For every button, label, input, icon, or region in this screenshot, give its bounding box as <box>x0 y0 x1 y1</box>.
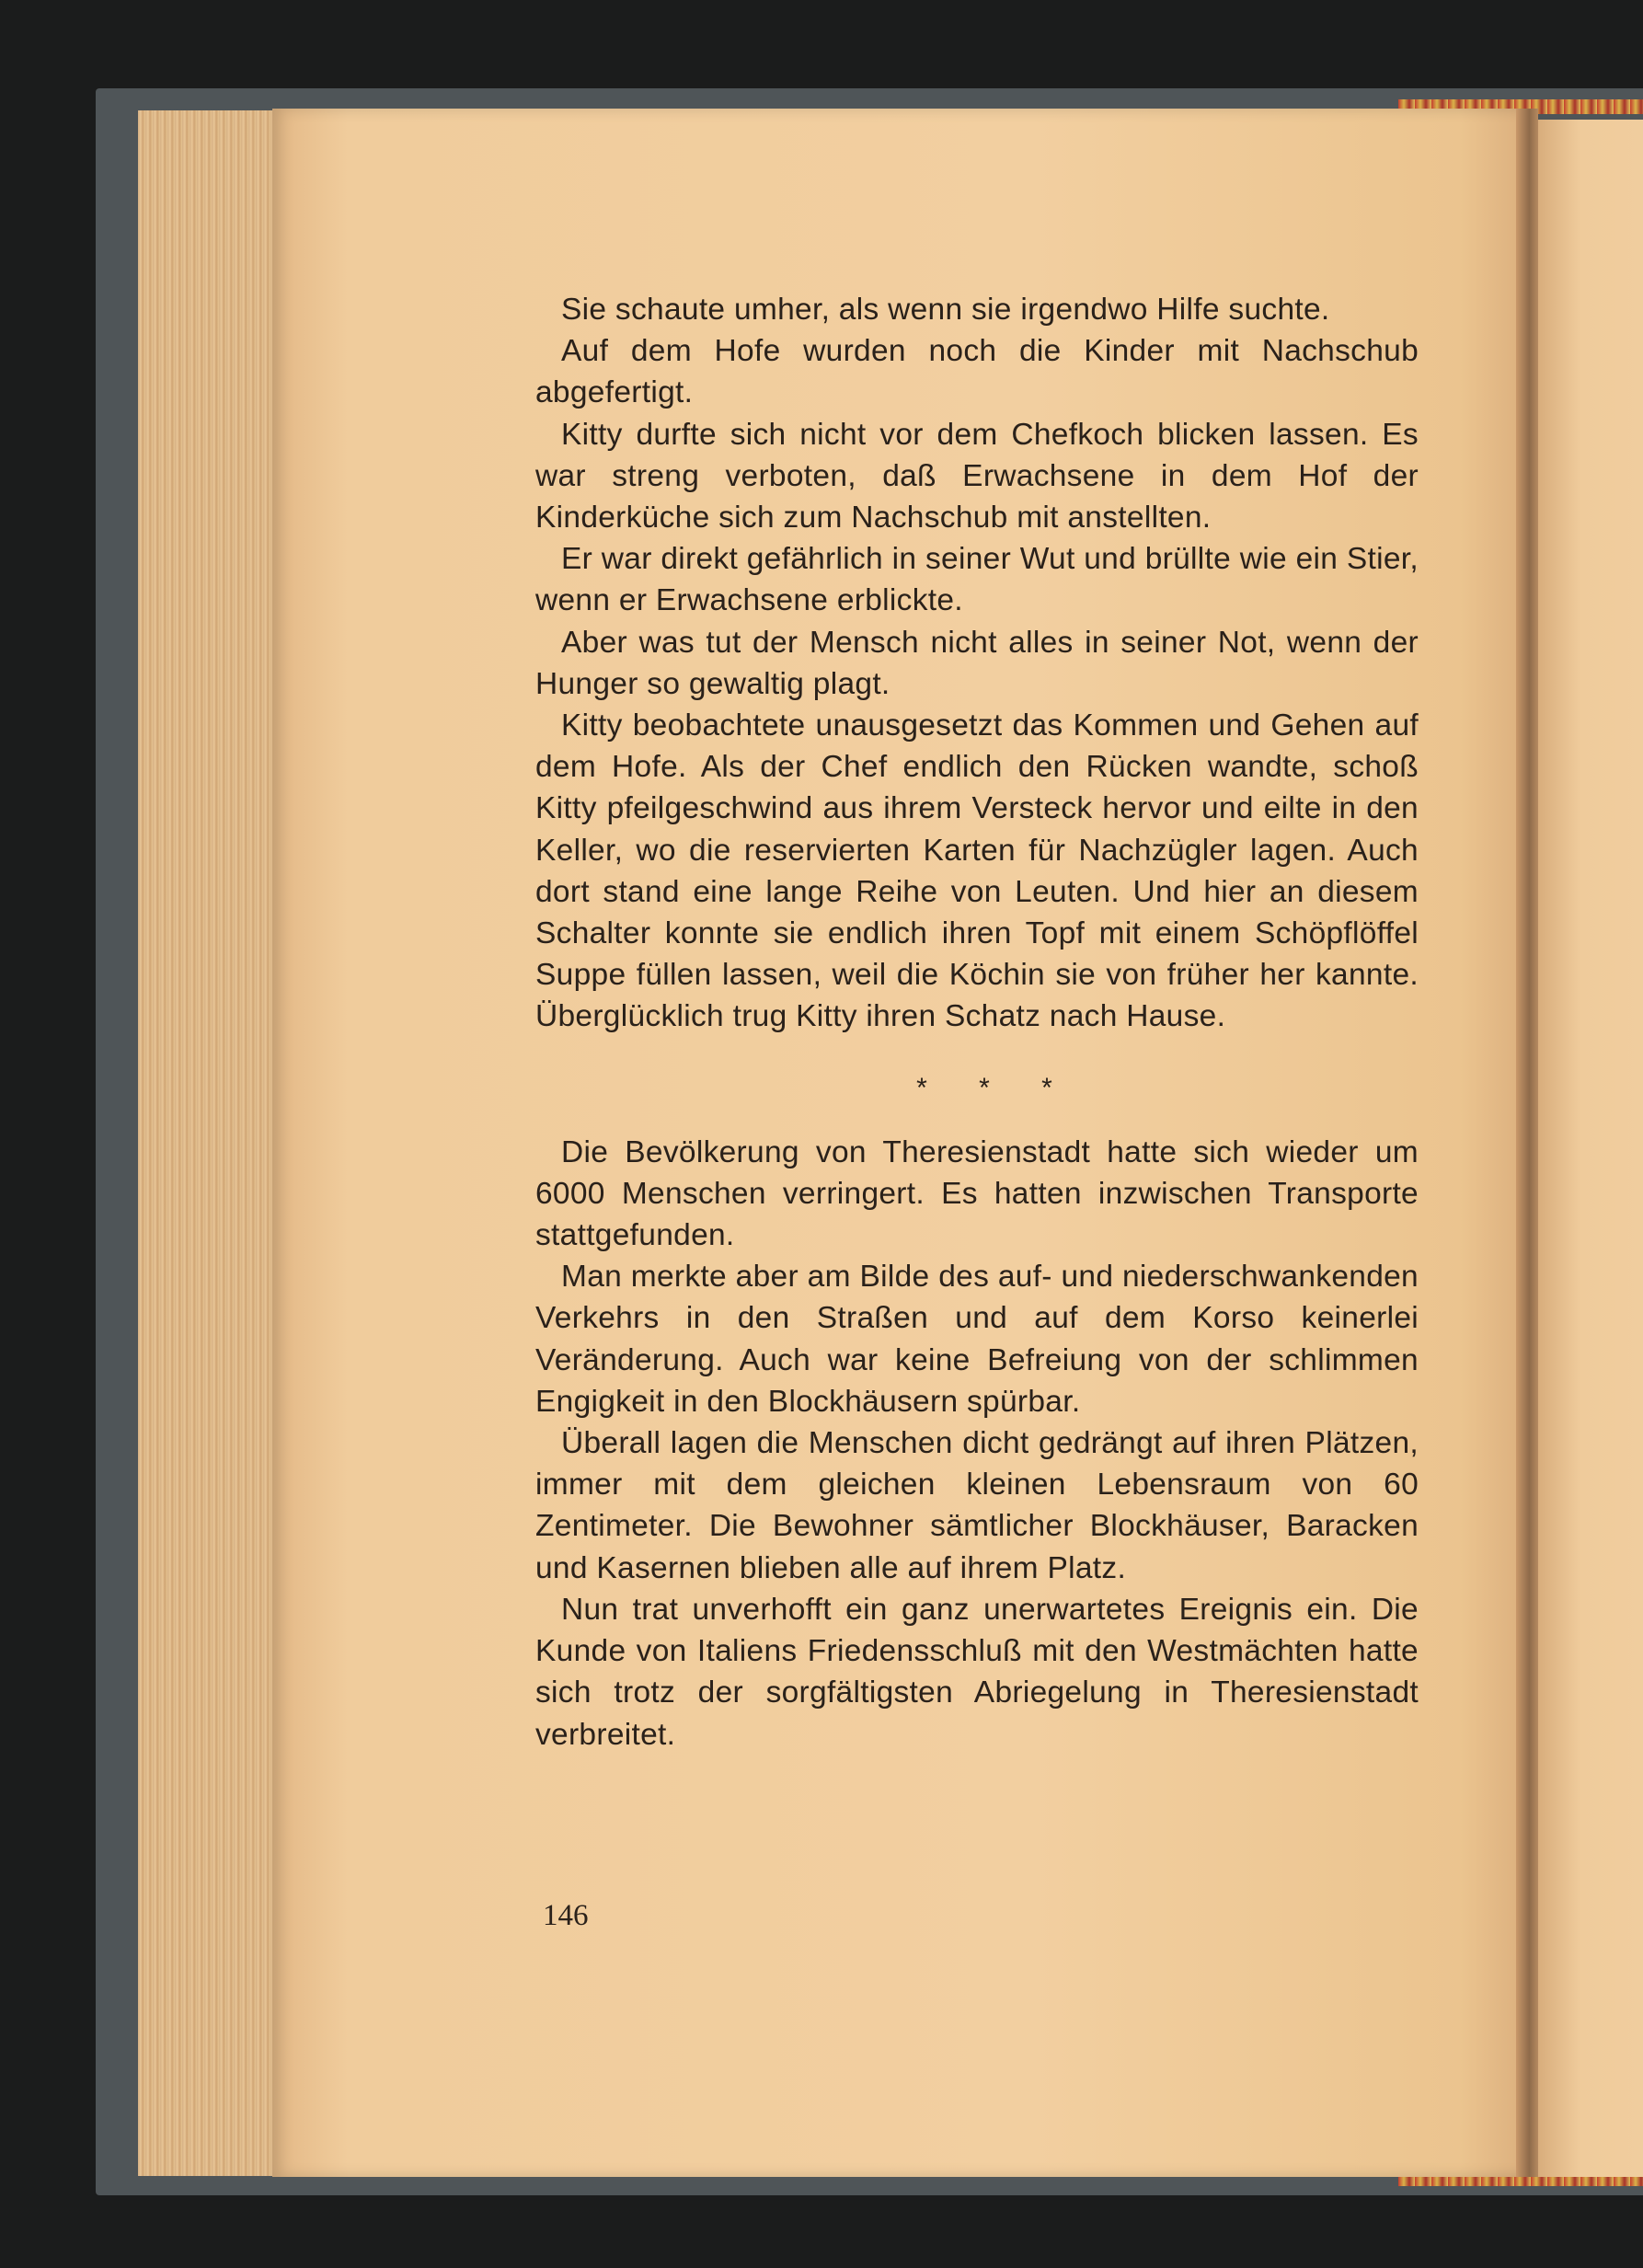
paragraph: Sie schaute umher, als wenn sie irgendwo Hilfe suchte. <box>561 293 1330 327</box>
page-text <box>535 289 1419 1756</box>
paragraph: Aber was tut der Mensch nicht alles in seiner Not, wenn der Hunger so gewaltig plagt. <box>535 625 1419 701</box>
paragraph: Überall lagen die Menschen dicht gedrängt auf ihren Plätzen, immer mit dem gleichen kleinen Lebensraum von 60 Zentimeter. Die Bewohner sämtlicher Blockhäuser, Baracken und Kasernen blieben alle auf ihrem Platz. <box>535 1426 1419 1585</box>
paragraph: Kitty beobachtete unausgesetzt das Kommen und Gehen auf dem Hofe. Als der Chef endlich den Rücken wandte, schoß Kitty pfeilgeschwind aus ihrem Versteck hervor und eilte in den Keller, wo die reservierten Karten für Nachzügler lagen. Auch dort stand eine lange Reihe von Leuten. Und hier an diesem Schalter konnte sie endlich ihren Topf mit einem Schöpflöffel Suppe füllen lassen, weil die Köchin sie von früher her kannte. Überglücklich trug Kitty ihren Schatz nach Hause. <box>535 708 1419 1034</box>
paragraph: Die Bevölkerung von Theresienstadt hatte sich wieder um 6000 Menschen verringert. Es hatten inzwischen Transporte stattgefunden. <box>535 1134 1419 1253</box>
section-separator: * * * <box>916 1072 1074 1103</box>
paragraph: Nun trat unverhofft ein ganz unerwartetes Ereignis ein. Die Kunde von Italiens Friedensschluß mit den Westmächten hatte sich trotz der sorgfältigsten Abriegelung in Theresienstadt verbreitet. <box>535 1592 1419 1752</box>
paragraph: Man merkte aber am Bilde des auf- und niederschwankenden Verkehrs in den Straßen und auf dem Korso keinerlei Veränderung. Auch war keine Befreiung von der schlimmen Engigkeit in den Blockhäusern spürbar. <box>535 1260 1419 1419</box>
paragraph: Auf dem Hofe wurden noch die Kinder mit Nachschub abgefertigt. <box>535 334 1419 410</box>
paragraph: Kitty durfte sich nicht vor dem Chefkoch blicken lassen. Es war streng verboten, daß Erwachsene in dem Hof der Kinderküche sich zum Nachschub mit anstellten. <box>535 417 1419 535</box>
paragraph: Er war direkt gefährlich in seiner Wut und brüllte wie ein Stier, wenn er Erwachsene erblickte. <box>535 542 1419 618</box>
right-page-edge <box>1538 120 1643 2177</box>
page-edges <box>138 110 285 2176</box>
book-gutter <box>1516 109 1538 2177</box>
page-number: 146 <box>543 1899 589 1932</box>
